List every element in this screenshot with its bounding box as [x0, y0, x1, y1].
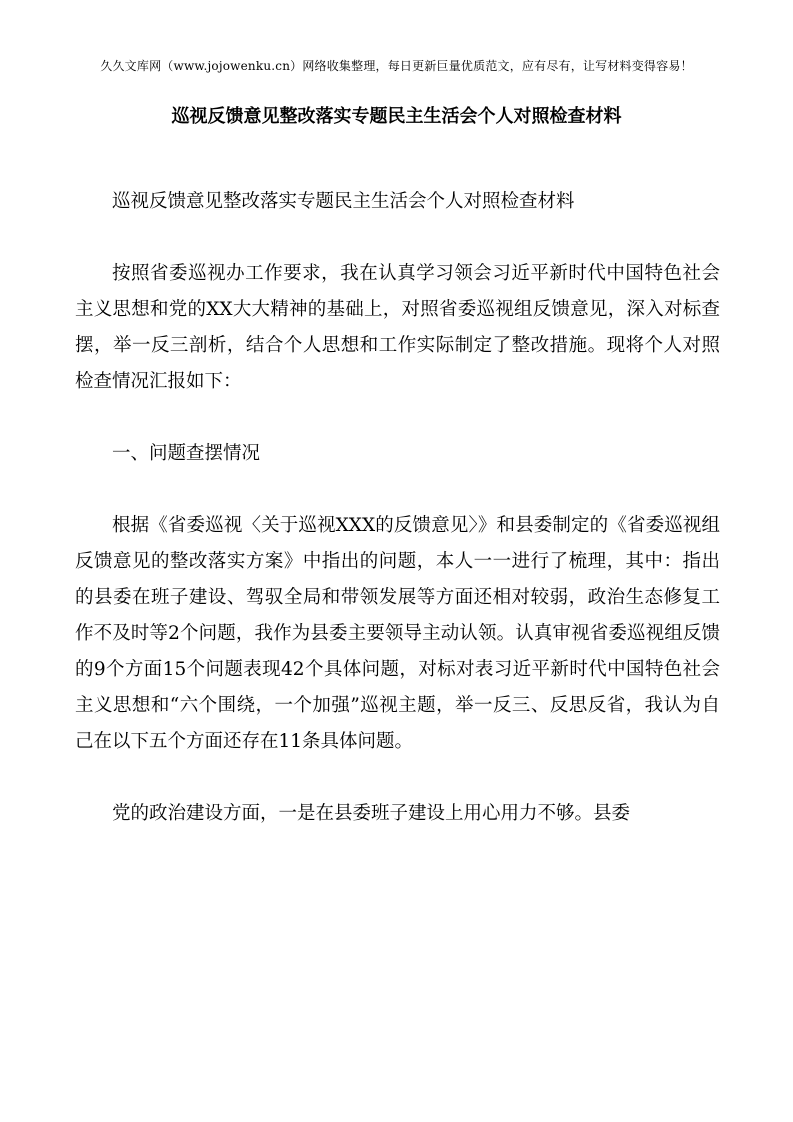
paragraph-intro: 按照省委巡视办工作要求，我在认真学习领会习近平新时代中国特色社会主义思想和党的XX大大精神的基础上，对照省委巡视组反馈意见，深入对标查摆，举一反三剖析，结合个人思想和工作实际制定了整改措施。现将个人对照检查情况汇报如下：: [75, 263, 720, 392]
document-title: 巡视反馈意见整改落实专题民主生活会个人对照检查材料: [171, 106, 622, 127]
section-heading: 一、问题查摆情况: [112, 443, 261, 464]
document-body: [75, 184, 720, 868]
paragraph-subtitle: 巡视反馈意见整改落实专题民主生活会个人对照检查材料: [112, 191, 575, 212]
header-note: 久久文库网（www.jojowenku.cn）网络收集整理，每日更新巨量优质范文，应有尽有，让写材料变得容易！: [100, 59, 693, 73]
paragraph-problems: 根据《省委巡视〈关于巡视XXX的反馈意见〉》和县委制定的《省委巡视组反馈意见的整改落实方案》中指出的问题，本人一一进行了梳理，其中：指出的县委在班子建设、驾驭全局和带领发展等方面还相对较弱，政治生态修复工作不及时等2个问题，我作为县委主要领导主动认领。认真审视省委巡视组反馈的9个方面15个问题表现42个具体问题，对标对表习近平新时代中国特色社会主义思想和“六个围绕，一个加强”巡视主题，举一反三、反思反省，我认为自己在以下五个方面还存在11条具体问题。: [75, 515, 720, 752]
paragraph-political: 党的政治建设方面，一是在县委班子建设上用心用力不够。县委: [112, 803, 631, 824]
